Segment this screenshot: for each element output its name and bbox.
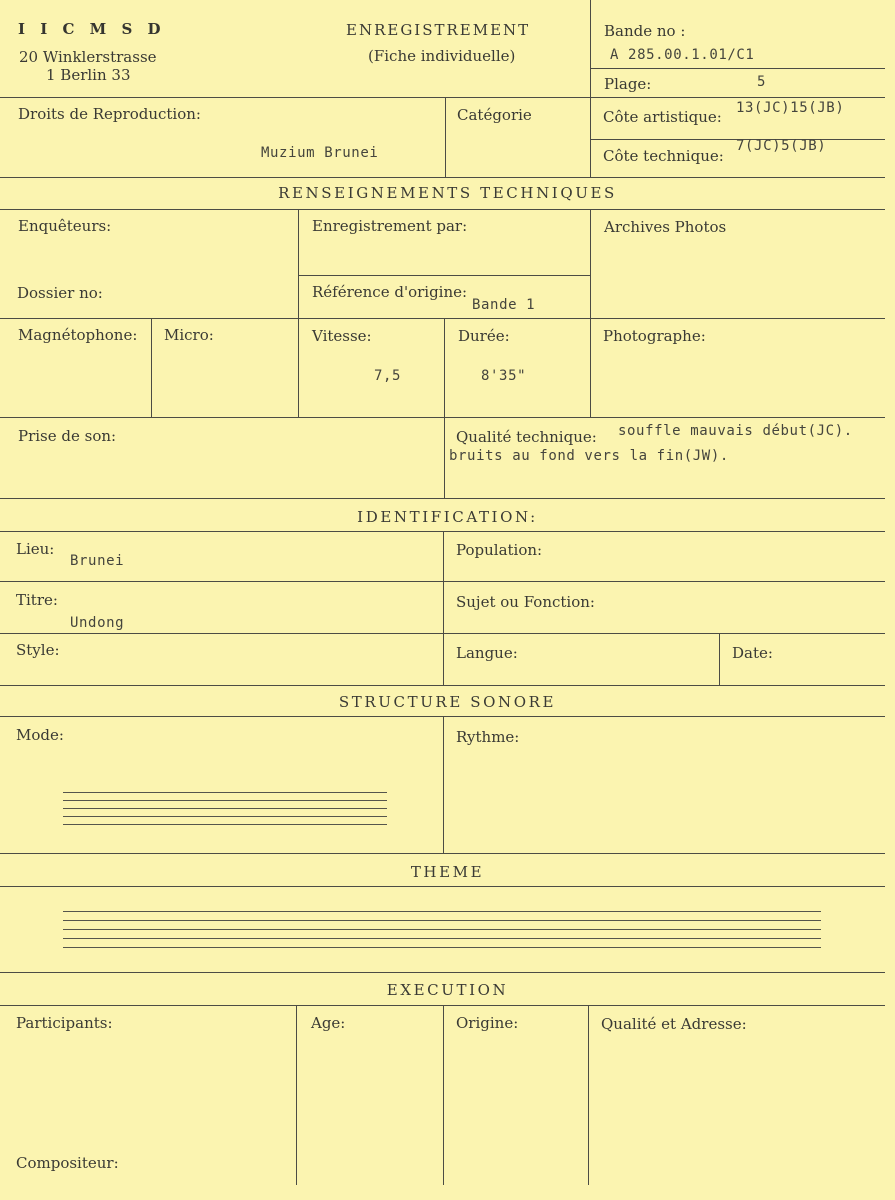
mode-stave-line — [63, 792, 387, 793]
section-title-techniques: RENSEIGNEMENTS TECHNIQUES — [278, 184, 617, 202]
rule — [445, 97, 446, 177]
lieu-label: Lieu: — [16, 540, 55, 558]
reference-label: Référence d'origine: — [312, 283, 468, 301]
rule — [590, 209, 591, 417]
vitesse-label: Vitesse: — [312, 327, 372, 345]
rule — [298, 275, 590, 276]
bande-value: A 285.00.1.01/C1 — [610, 47, 755, 63]
rule — [296, 1005, 297, 1185]
qualite-technique-value-line1: souffle mauvais début(JC). — [618, 423, 853, 439]
origine-label: Origine: — [456, 1014, 519, 1032]
plage-label: Plage: — [604, 75, 652, 93]
rule — [0, 417, 885, 418]
rule — [151, 318, 152, 417]
cote-artistique-value: 13(JC)15(JB) — [736, 100, 845, 116]
rule — [0, 97, 885, 98]
vitesse-value: 7,5 — [374, 368, 402, 384]
lieu-value: Brunei — [70, 553, 125, 569]
theme-stave-line — [63, 920, 821, 921]
rule — [0, 209, 885, 210]
dossier-label: Dossier no: — [17, 284, 103, 302]
theme-stave-line — [63, 911, 821, 912]
qualite-technique-label: Qualité technique: — [456, 428, 597, 446]
duree-label: Durée: — [458, 327, 510, 345]
rule — [298, 209, 299, 417]
rule — [0, 318, 885, 319]
section-title-structure: STRUCTURE SONORE — [338, 693, 557, 711]
cote-technique-value: 7(JC)5(JB) — [736, 138, 827, 154]
enregistrement-par-label: Enregistrement par: — [312, 217, 468, 235]
population-label: Population: — [456, 541, 543, 559]
mode-stave-line — [63, 808, 387, 809]
duree-value: 8'35" — [481, 368, 527, 384]
enqueteurs-label: Enquêteurs: — [18, 217, 112, 235]
rule — [0, 498, 885, 499]
sujet-label: Sujet ou Fonction: — [456, 593, 595, 611]
qualite-adresse-label: Qualité et Adresse: — [601, 1015, 747, 1033]
mode-label: Mode: — [16, 726, 64, 744]
date-label: Date: — [732, 644, 773, 662]
plage-value: 5 — [757, 74, 767, 90]
participants-label: Participants: — [16, 1014, 113, 1032]
rule — [588, 1005, 589, 1185]
droits-label: Droits de Reproduction: — [18, 105, 201, 123]
cote-technique-label: Côte technique: — [603, 147, 724, 165]
rule — [443, 1005, 444, 1185]
section-title-identification: IDENTIFICATION: — [357, 508, 538, 526]
section-title-theme: THEME — [410, 863, 485, 881]
theme-stave-line — [63, 947, 821, 948]
rule — [590, 68, 885, 69]
rule — [0, 177, 885, 178]
droits-value: Muzium Brunei — [261, 145, 379, 161]
mode-stave-line — [63, 816, 387, 817]
rule — [0, 853, 885, 854]
style-label: Style: — [16, 641, 60, 659]
reference-value: Bande 1 — [472, 297, 536, 313]
langue-label: Langue: — [456, 644, 518, 662]
rule — [443, 531, 444, 685]
theme-stave-line — [63, 929, 821, 930]
cote-artistique-label: Côte artistique: — [603, 108, 722, 126]
mode-stave-line — [63, 824, 387, 825]
page-subtitle: (Fiche individuelle) — [368, 47, 516, 65]
rule — [444, 318, 445, 498]
photographe-label: Photographe: — [603, 327, 706, 345]
theme-stave-line — [63, 938, 821, 939]
archives-photos-label: Archives Photos — [604, 218, 727, 236]
age-label: Age: — [311, 1014, 346, 1032]
org-logo: I I C M S D — [18, 20, 166, 38]
compositeur-label: Compositeur: — [16, 1154, 119, 1172]
bande-label: Bande no : — [604, 22, 686, 40]
section-title-execution: EXECUTION — [386, 981, 509, 999]
prise-de-son-label: Prise de son: — [18, 427, 117, 445]
titre-label: Titre: — [16, 591, 58, 609]
org-city: 1 Berlin 33 — [46, 66, 131, 84]
rule — [0, 685, 885, 686]
rule — [0, 972, 885, 973]
org-street: 20 Winklerstrasse — [19, 48, 157, 66]
page-title: ENREGISTREMENT — [346, 21, 531, 39]
micro-label: Micro: — [164, 326, 214, 344]
titre-value: Undong — [70, 615, 125, 631]
rule — [590, 0, 591, 177]
magnetophone-label: Magnétophone: — [18, 326, 138, 344]
rythme-label: Rythme: — [456, 728, 520, 746]
rule — [719, 633, 720, 685]
qualite-technique-value-line2: bruits au fond vers la fin(JW). — [449, 448, 729, 464]
rule — [443, 716, 444, 853]
rule — [0, 886, 885, 887]
mode-stave-line — [63, 800, 387, 801]
categorie-label: Catégorie — [457, 106, 532, 124]
